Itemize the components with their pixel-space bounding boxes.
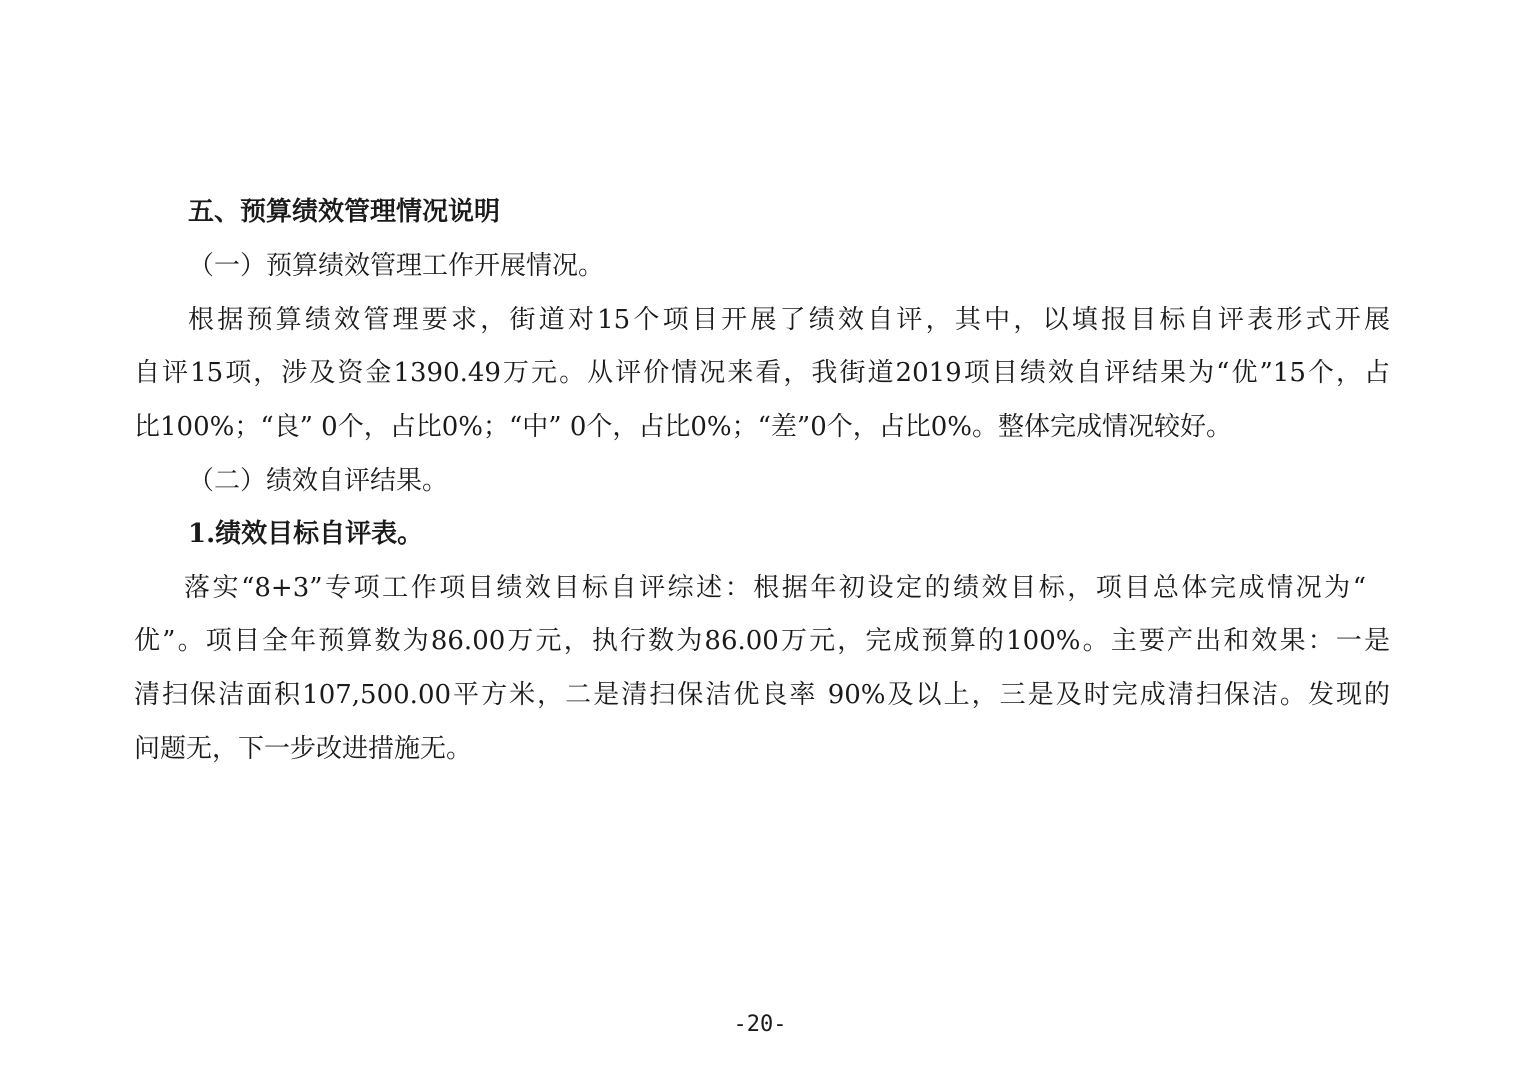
paragraph-1-line-3: 比100%；“良” 0个，占比0%；“中” 0个，占比0%；“差”0个，占比0%。整体完成情况较好。 <box>134 412 1232 442</box>
paragraph-2-line-3: 清扫保洁面积107,500.00平方米，二是清扫保洁优良率 90%及以上，三是及时完成清扫保洁。发现的 <box>134 680 1390 710</box>
item-heading-1: 1.绩效目标自评表。 <box>188 519 424 549</box>
paragraph-1-line-1: 根据预算绩效管理要求，街道对15个项目开展了绩效自评，其中，以填报目标自评表形式开展 <box>188 305 1390 335</box>
paragraph-2-line-2: 优”。项目全年预算数为86.00万元，执行数为86.00万元，完成预算的100%。主要产出和效果：一是 <box>134 626 1390 656</box>
paragraph-2-line-4: 问题无，下一步改进措施无。 <box>134 734 473 764</box>
subheading-2: （二）绩效自评结果。 <box>188 466 449 496</box>
page-number: -20- <box>733 1012 787 1037</box>
paragraph-1-line-2: 自评15项，涉及资金1390.49万元。从评价情况来看，我街道2019项目绩效自评结果为“优”15个，占 <box>134 358 1390 388</box>
subheading-1: （一）预算绩效管理工作开展情况。 <box>188 251 605 281</box>
paragraph-2-line-1: 落实“8+3”专项工作项目绩效目标自评综述：根据年初设定的绩效目标，项目总体完成情况为“ <box>184 573 1366 603</box>
section-heading: 五、预算绩效管理情况说明 <box>188 197 501 227</box>
